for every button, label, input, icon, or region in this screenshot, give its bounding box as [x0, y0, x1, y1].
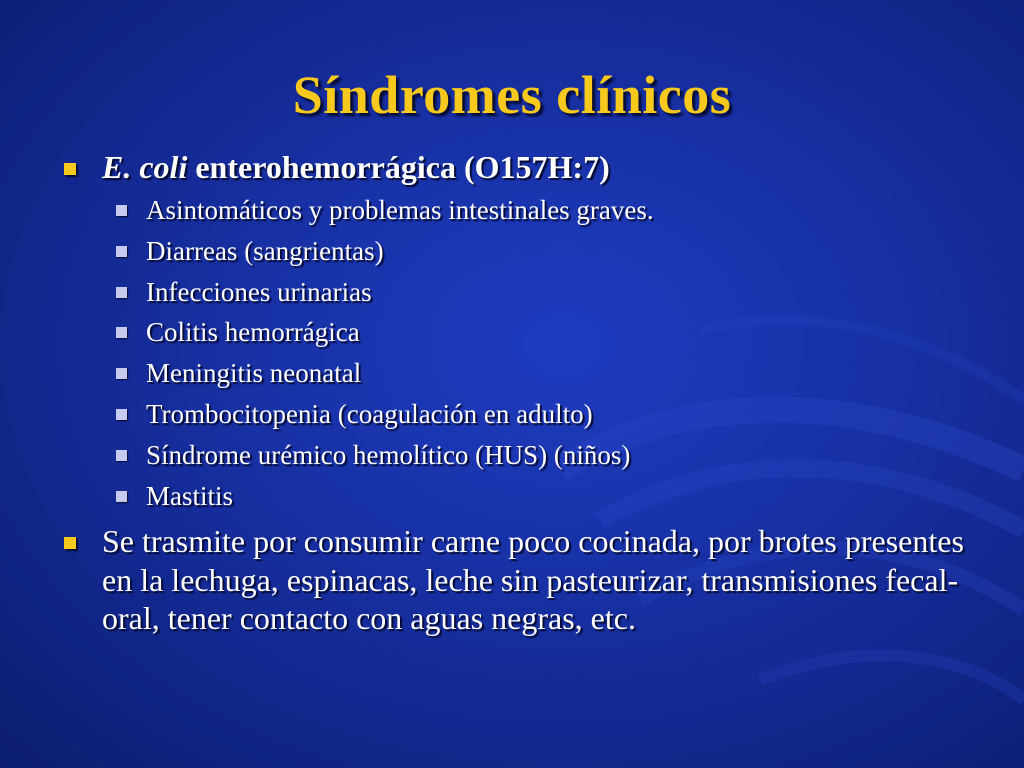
list-item: Trombocitopenia (coagulación en adulto)	[146, 394, 982, 435]
square-bullet-icon	[116, 287, 127, 298]
slide-content	[62, 148, 982, 638]
slide-title: Síndromes clínicos	[292, 65, 732, 125]
list-item: Meningitis neonatal	[146, 353, 982, 394]
square-bullet-icon	[116, 491, 127, 502]
list-item: Mastitis	[146, 476, 982, 517]
organism-type: enterohemorrágica (O157H:7)	[187, 149, 610, 185]
square-bullet-icon	[116, 205, 127, 216]
transmission-text: Se trasmite por consumir carne poco cocinada, por brotes presentes en la lechuga, espinacas, leche sin pasteurizar, transmisiones fecal-oral, tener contacto con aguas negras, etc.	[102, 523, 964, 637]
list-item: Síndrome urémico hemolítico (HUS) (niños)	[146, 435, 982, 476]
square-bullet-icon	[64, 163, 76, 175]
list-item: Diarreas (sangrientas)	[146, 231, 982, 272]
square-bullet-icon	[116, 450, 127, 461]
list-item: Colitis hemorrágica	[146, 312, 982, 353]
square-bullet-icon	[116, 327, 127, 338]
square-bullet-icon	[116, 409, 127, 420]
square-bullet-icon	[64, 537, 76, 549]
square-bullet-icon	[116, 246, 127, 257]
list-item: Asintomáticos y problemas intestinales graves.	[146, 190, 982, 231]
syndrome-list	[62, 190, 982, 516]
organism-name: E. coli	[102, 149, 188, 185]
square-bullet-icon	[116, 368, 127, 379]
main-bullet-item	[62, 148, 982, 186]
transmission-bullet-item	[62, 522, 982, 638]
list-item: Infecciones urinarias	[146, 272, 982, 313]
